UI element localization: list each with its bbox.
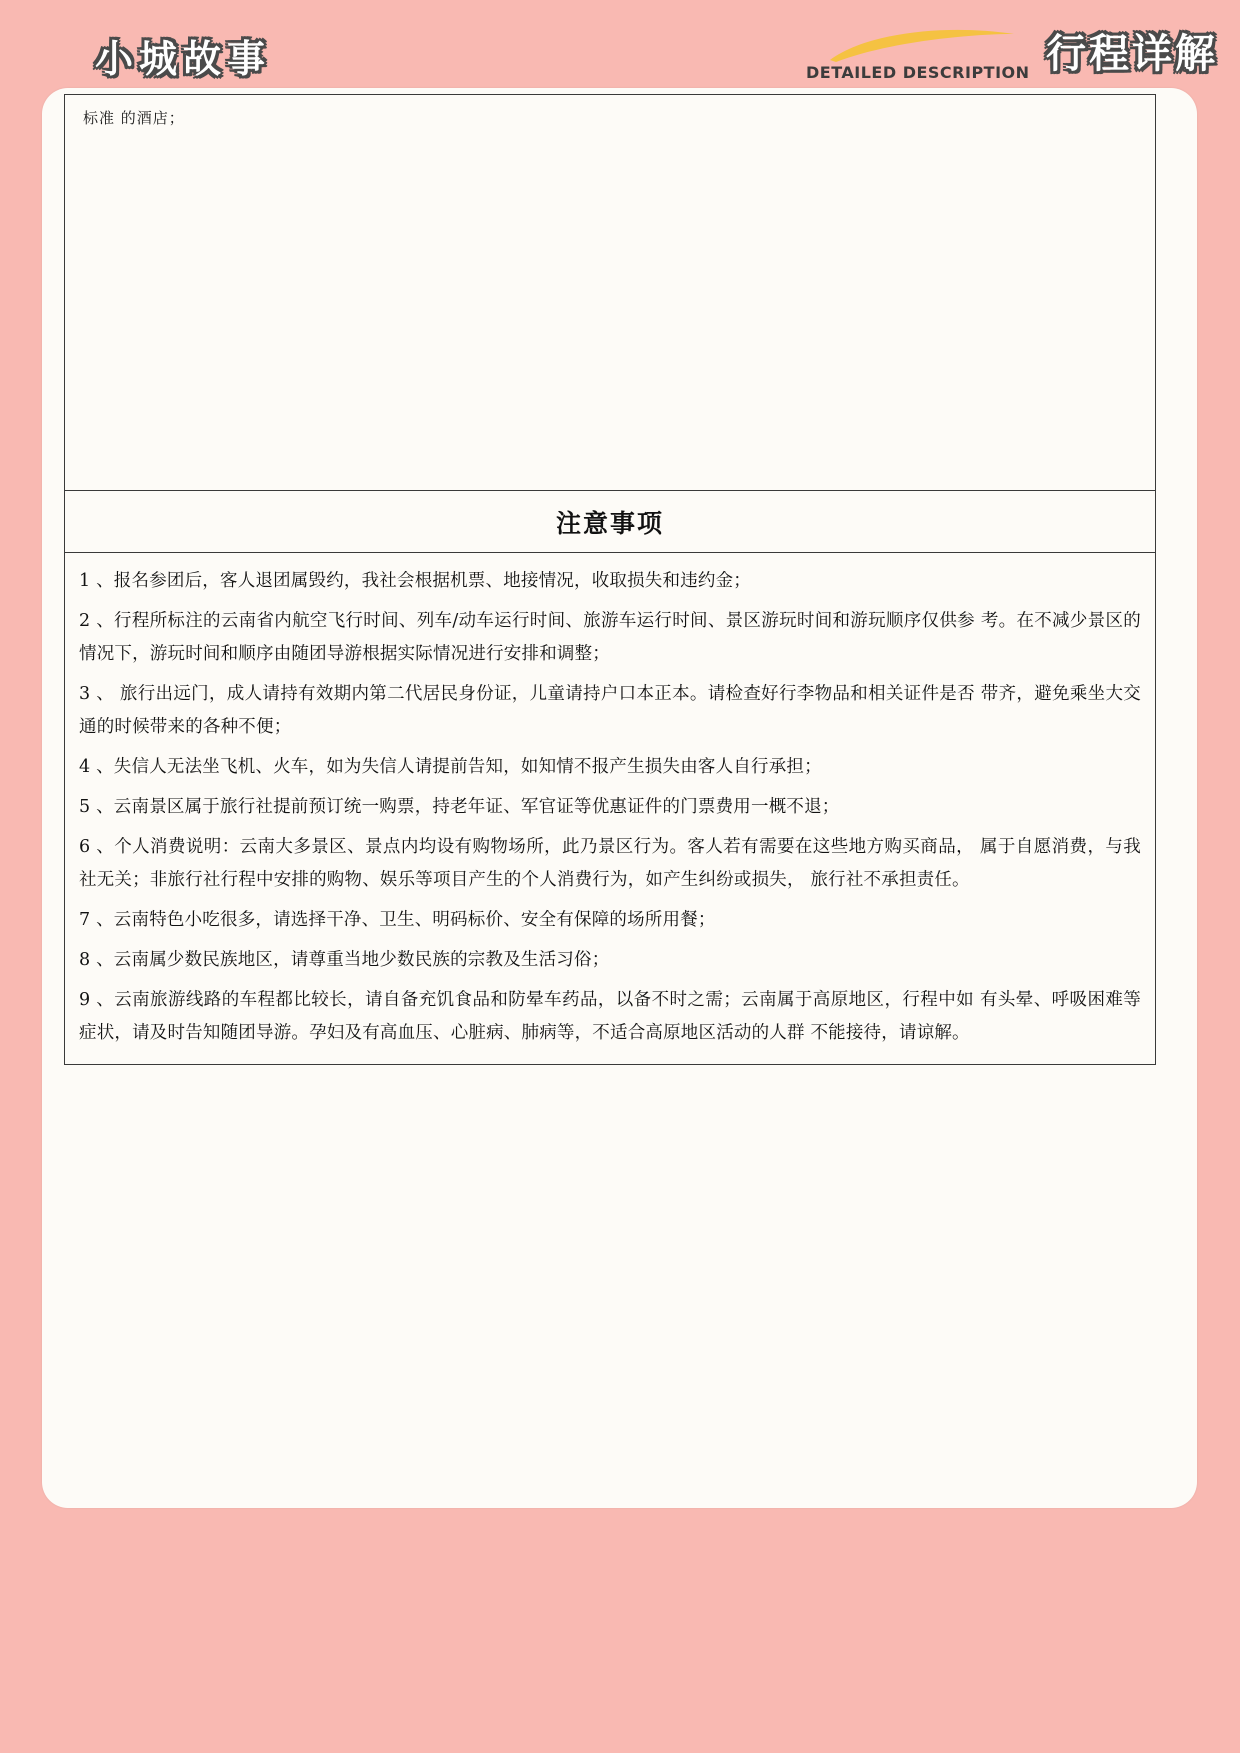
header-title-group: [798, 18, 1218, 88]
notice-item: 4 、失信人无法坐飞机、火车，如为失信人请提前告知，如知情不报产生损失由客人自行承担；: [79, 757, 822, 777]
header-chinese-title: 行程详解: [1046, 31, 1218, 77]
page-header: [0, 0, 1240, 96]
notice-item: 5 、云南景区属于旅行社提前预订统一购票，持老年证、军官证等优惠证件的门票费用一概不退；: [79, 797, 840, 817]
notice-item: 1 、报名参团后，客人退团属毁约，我社会根据机票、地接情况，收取损失和违约金；: [79, 571, 751, 591]
brand-logo: 小城故事: [95, 37, 272, 81]
hotel-standard-cell: [65, 95, 1155, 491]
notice-item: 6 、个人消费说明：云南大多景区、景点内均设有购物场所，此乃景区行为。客人若有需要在这些地方购买商品， 属于自愿消费，与我社无关；非旅行社行程中安排的购物、娱乐等项目产生的个人消费行为，如产生纠纷或损失， 旅行社不承担责任。: [79, 837, 1141, 890]
header-english-subtitle: DETAILED DESCRIPTION: [806, 63, 1030, 82]
notice-item: 8 、云南属少数民族地区，请尊重当地少数民族的宗教及生活习俗；: [79, 950, 610, 970]
notice-item: 7 、云南特色小吃很多，请选择干净、卫生、明码标价、安全有保障的场所用餐；: [79, 910, 716, 930]
notice-item: 2 、行程所标注的云南省内航空飞行时间、列车/动车运行时间、旅游车运行时间、景区游玩时间和游玩顺序仅供参 考。在不减少景区的情况下，游玩时间和顺序由随团导游根据实际情况进行安排和调整；: [79, 611, 1141, 664]
itinerary-table: [64, 94, 1156, 1065]
notice-list: [65, 553, 1155, 1064]
notice-item: 9 、云南旅游线路的车程都比较长，请自备充饥食品和防晕车药品，以备不时之需；云南属于高原地区，行程中如 有头晕、呼吸困难等症状，请及时告知随团导游。孕妇及有高血压、心脏病、肺病等，不适合高原地区活动的人群 不能接待，请谅解。: [79, 990, 1141, 1043]
hotel-standard-text: 标准 的酒店；: [83, 109, 185, 127]
notice-item: 3 、 旅行出远门，成人请持有效期内第二代居民身份证，儿童请持户口本正本。请检查好行李物品和相关证件是否 带齐，避免乘坐大交通的时候带来的各种不便；: [79, 684, 1141, 737]
notice-heading: 注意事项: [555, 508, 664, 538]
swoosh-decoration-icon: [828, 26, 1018, 64]
document-sheet: [42, 88, 1197, 1508]
notice-heading-cell: [65, 491, 1155, 553]
